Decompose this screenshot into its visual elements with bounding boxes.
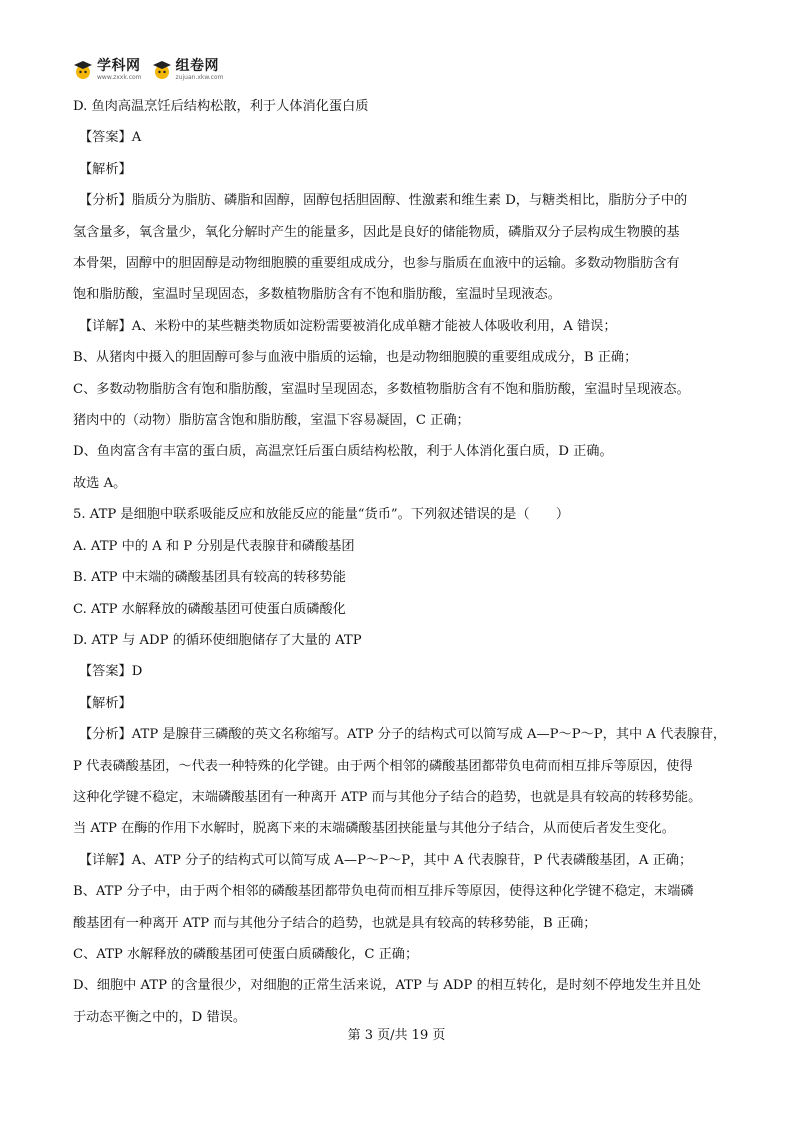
- logo-2-name: 组卷网: [175, 58, 220, 74]
- analysis-text: 【分析】脂质分为脂肪、磷脂和固醇，固醇包括胆固醇、性激素和维生素 D，与糖类相比，脂肪分子中的: [79, 193, 688, 209]
- analysis-text: 氢含量多，氧含量少，氧化分解时产生的能量多，因此是良好的储能物质，磷脂双分子层构成生物膜的基: [73, 224, 680, 240]
- option-line: A. ATP 中的 A 和 P 分别是代表腺苷和磷酸基团: [73, 538, 355, 554]
- option-line: D. ATP 与 ADP 的循环使细胞储存了大量的 ATP: [73, 632, 362, 648]
- conclusion-text: 故选 A。: [73, 475, 127, 491]
- detail-text: 猪肉中的（动物）脂肪富含饱和脂肪酸，室温下容易凝固，C 正确；: [73, 413, 470, 429]
- option-line: B. ATP 中末端的磷酸基团具有较高的转移势能: [73, 570, 346, 586]
- detail-text: 【详解】A、ATP 分子的结构式可以简写成 A—P～P～P，其中 A 代表腺苷，P 代表磷酸基团，A 正确；: [79, 852, 693, 868]
- option-line: C. ATP 水解释放的磷酸基团可使蛋白质磷酸化: [73, 601, 346, 617]
- logo-xuekewang: [73, 58, 142, 81]
- detail-text: D、细胞中 ATP 的含量很少，对细胞的正常生活来说，ATP 与 ADP 的相互转化，是时刻不停地发生并且处: [73, 978, 701, 994]
- detail-text: D、鱼肉富含有丰富的蛋白质，高温烹饪后蛋白质结构松散，利于人体消化蛋白质，D 正确。: [73, 444, 613, 460]
- analysis-text: 饱和脂肪酸，室温时呈现固态，多数植物脂肪含有不饱和脂肪酸，室温时呈现液态。: [73, 287, 561, 303]
- answer-label: 【答案】A: [79, 130, 142, 146]
- analysis-label: 【解析】: [79, 695, 132, 711]
- logo-zujuanwang: [152, 58, 224, 81]
- analysis-label: 【解析】: [79, 161, 132, 177]
- logo-2-url: zujuan.xkw.com: [175, 74, 224, 81]
- detail-text: 于动态平衡之中的，D 错误。: [73, 1009, 247, 1025]
- detail-text: C、ATP 水解释放的磷酸基团可使蛋白质磷酸化，C 正确；: [73, 946, 419, 962]
- detail-text: C、多数动物脂肪含有饱和脂肪酸，室温时呈现固态，多数植物脂肪含有不饱和脂肪酸，室温时呈现液态。: [73, 381, 690, 397]
- analysis-text: 这种化学键不稳定，末端磷酸基团有一种离开 ATP 而与其他分子结合的趋势，也就是具有较高的转移势能。: [73, 789, 702, 805]
- document-body: [73, 91, 727, 1033]
- analysis-text: 本骨架，固醇中的胆固醇是动物细胞膜的重要组成成分，也参与脂质在血液中的运输。多数动物脂肪含有: [73, 256, 680, 272]
- logo-1-url: www.zxxk.com: [97, 74, 142, 81]
- detail-text: B、从猪肉中摄入的胆固醇可参与血液中脂质的运输，也是动物细胞膜的重要组成成分，B 正确；: [73, 350, 638, 366]
- analysis-text: P 代表磷酸基团，～代表一种特殊的化学键。由于两个相邻的磷酸基团都带负电荷而相互排斥等原因，使得: [73, 758, 693, 774]
- page-number: 第 3 页/共 19 页: [347, 1028, 446, 1043]
- detail-text: 酸基团有一种离开 ATP 而与其他分子结合的趋势，也就是具有较高的转移势能，B 正确；: [73, 915, 597, 931]
- analysis-text: 【分析】ATP 是腺苷三磷酸的英文名称缩写。ATP 分子的结构式可以简写成 A—P～P～P，其中 A 代表腺苷，: [79, 727, 727, 743]
- detail-text: 【详解】A、米粉中的某些糖类物质如淀粉需要被消化成单糖才能被人体吸收利用，A 错误；: [79, 318, 617, 334]
- option-line: D. 鱼肉高温烹饪后结构松散，利于人体消化蛋白质: [73, 99, 369, 114]
- question-stem: 5. ATP 是细胞中联系吸能反应和放能反应的能量“货币”。下列叙述错误的是（ ）: [73, 507, 570, 523]
- logo-1-name: 学科网: [97, 58, 141, 74]
- graduation-cap-icon: [152, 60, 172, 80]
- answer-label: 【答案】D: [79, 664, 143, 680]
- detail-text: B、ATP 分子中，由于两个相邻的磷酸基团都带负电荷而相互排斥等原因，使得这种化学键不稳定，末端磷: [73, 884, 694, 900]
- page-header: [73, 58, 233, 88]
- graduation-cap-icon: [73, 60, 93, 80]
- analysis-text: 当 ATP 在酶的作用下水解时，脱离下来的末端磷酸基团挟能量与其他分子结合，从而使后者发生变化。: [73, 821, 675, 837]
